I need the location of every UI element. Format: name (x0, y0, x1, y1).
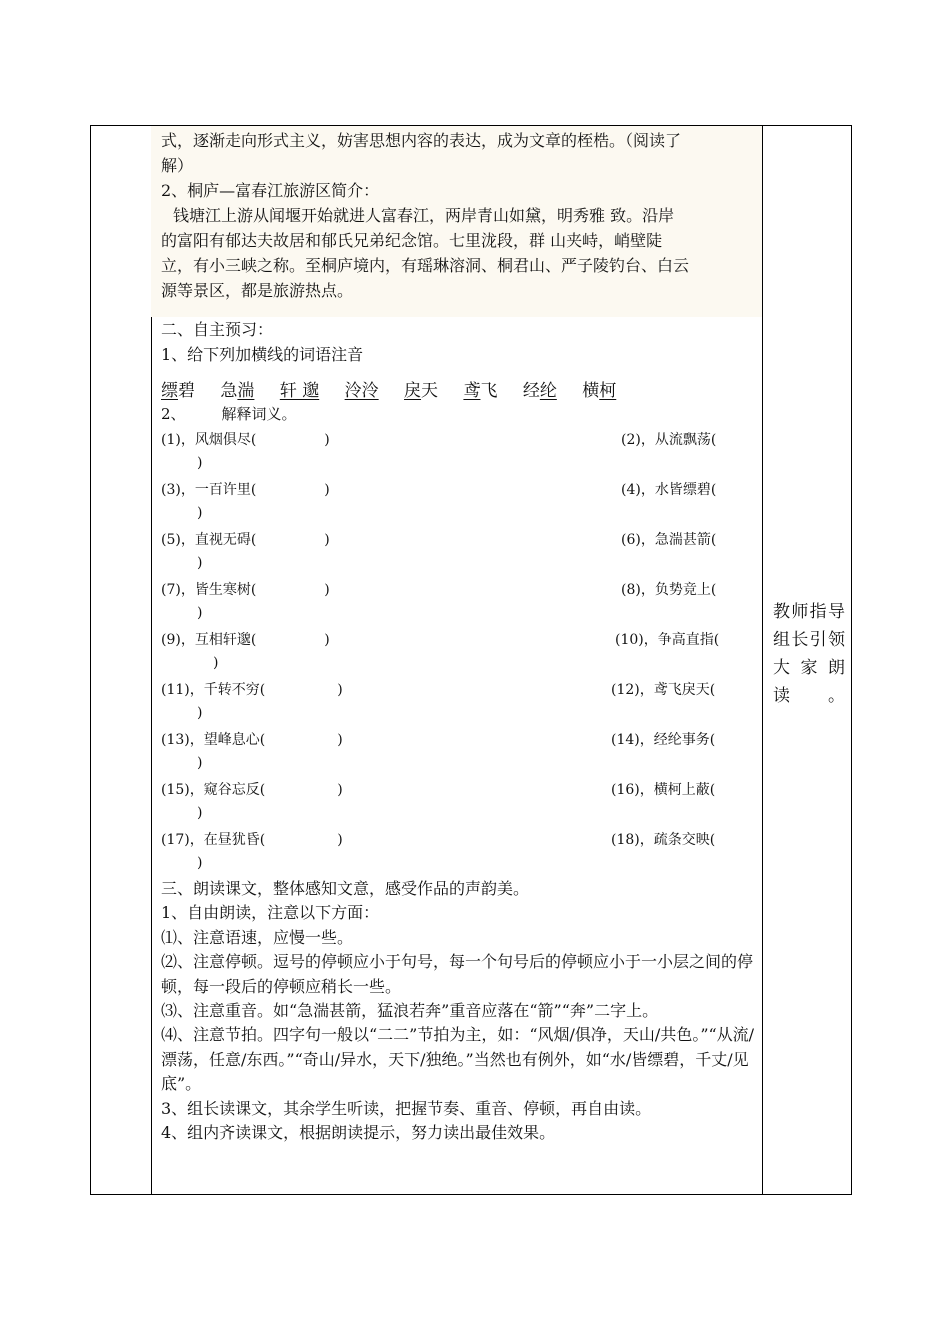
reading-tip: ⑵、注意停顿。逗号的停顿应小于句号，每一个句号后的停顿应小于一小层之间的停顿，每一段后的停顿应稍长一些。 (161, 952, 754, 996)
definition-row (161, 579, 756, 629)
vocab-word: 鸢飞 (463, 381, 498, 401)
question: 3、组长读课文，其余学生听读，把握节奏、重音、停顿，再自由读。 (161, 1098, 652, 1118)
definition-row (161, 429, 756, 479)
definition-row (161, 529, 756, 579)
definition-item: (16)，横柯上蔽( (611, 782, 716, 798)
definition-item: (1)，风烟俱尽( ) (161, 432, 330, 448)
definition-item: (7)，皆生寒树( ) (161, 582, 330, 598)
vocab-word: 急湍 (220, 381, 255, 401)
definition-item: (8)，负势竞上( (621, 582, 717, 598)
definition-row (161, 479, 756, 529)
vocab-list (151, 367, 762, 403)
lesson-table (90, 125, 852, 1195)
reading-tip: ⑴、注意语速，应慢一些。 (161, 927, 354, 947)
definition-item: (9)，互相轩邈( ) (161, 632, 330, 648)
definition-item: (6)，急湍甚箭( (621, 532, 717, 548)
section-heading: 2、桐庐—富春江旅游区简介： (161, 181, 380, 200)
reading-tip: ⑷、注意节拍。四字句一般以“二二”节拍为主，如：“风烟/俱净，天山/共色。”“从流/漂荡，任意/东西。”“奇山/异水，天下/独绝。”当然也有例外，如“水/皆缥碧，千丈/见底”。 (161, 1025, 755, 1094)
definition-item: (3)，一百许里( ) (161, 482, 330, 498)
preview-section (151, 317, 762, 367)
definition-item: (17)，在昼犹昏( ) (161, 832, 343, 848)
definition-close-paren: ) (197, 855, 203, 871)
definition-item: (5)，直视无碍( ) (161, 532, 330, 548)
reading-section (151, 877, 762, 1145)
definition-close-paren: ) (213, 655, 219, 671)
reading-tip: ⑶、注意重音。如“急湍甚箭，猛浪若奔”重音应落在“箭”“奔”二字上。 (161, 1001, 659, 1021)
question-text: 解释词义。 (221, 405, 297, 423)
vocab-word: 横柯 (582, 381, 617, 401)
text-line: 钱塘江上游从闻堰开始就进人富春江，两岸青山如黛，明秀雅 致。沿岸 (173, 206, 675, 225)
definition-row (161, 779, 756, 829)
definition-item: (18)，疏条交映( (611, 832, 716, 848)
vocab-word: 轩 邈 (279, 381, 320, 401)
question (151, 403, 762, 425)
definition-item: (10)，争高直指( (615, 632, 720, 648)
text-line: 解） (161, 156, 194, 175)
text-line: 的富阳有郁达夫故居和郁氏兄弟纪念馆。七里泷段，群 山夹峙，峭壁陡 (161, 231, 663, 250)
question: 1、自由朗读，注意以下方面： (161, 903, 380, 923)
vocab-word: 戾天 (404, 381, 439, 401)
vocab-word: 缥碧 (161, 381, 195, 401)
definition-item: (12)，鸢飞戾天( (611, 682, 716, 698)
definition-close-paren: ) (197, 555, 203, 571)
teacher-note: 教师指导组长引领大家朗读。 (773, 602, 845, 706)
vocab-word: 泠泠 (344, 381, 379, 401)
vocab-word: 经纶 (522, 381, 557, 401)
question-number: 2、 (161, 405, 186, 423)
text-line: 式，逐渐走向形式主义，妨害思想内容的表达，成为文章的桎梏。（阅读了 (161, 131, 682, 150)
question: 4、组内齐读课文，根据朗读提示，努力读出最佳效果。 (161, 1123, 556, 1143)
definition-item: (2)，从流飘荡( (621, 432, 717, 448)
definition-close-paren: ) (197, 805, 203, 821)
definition-row (161, 679, 756, 729)
column-divider (762, 126, 763, 1194)
definition-close-paren: ) (197, 605, 203, 621)
section-title: 三、朗读课文，整体感知文意，感受作品的声韵美。 (161, 879, 530, 898)
definition-row (161, 629, 756, 679)
definition-item: (14)，经纶事务( (611, 732, 716, 748)
definition-item: (15)，窥谷忘反( ) (161, 782, 343, 798)
definition-close-paren: ) (197, 455, 203, 471)
question: 1、给下列加横线的词语注音 (161, 345, 364, 364)
definition-row (161, 829, 756, 877)
definition-item: (13)，望峰息心( ) (161, 732, 343, 748)
definition-item: (11)，千转不穷( ) (161, 682, 343, 698)
definition-item: (4)，水皆缥碧( (621, 482, 717, 498)
definition-list (151, 429, 762, 877)
definition-close-paren: ) (197, 505, 203, 521)
main-content-cell (151, 126, 762, 1145)
definition-row (161, 729, 756, 779)
definition-close-paren: ) (197, 705, 203, 721)
definition-close-paren: ) (197, 755, 203, 771)
text-line: 立，有小三峡之称。至桐庐境内，有瑶琳溶洞、桐君山、严子陵钓台、白云 (161, 256, 690, 275)
text-line: 源等景区，都是旅游热点。 (161, 281, 354, 300)
background-reading-box (151, 126, 762, 317)
section-title: 二、自主预习： (161, 320, 274, 339)
